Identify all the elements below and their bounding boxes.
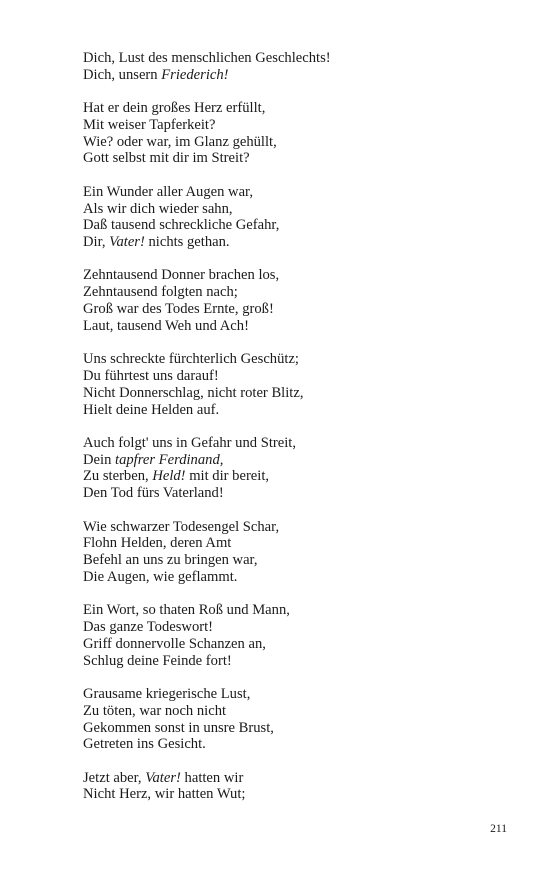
- stanza: [83, 519, 503, 586]
- verse-line: Nicht Herz, wir hatten Wut;: [83, 786, 246, 803]
- poem-text: [83, 50, 503, 820]
- verse-line: Mit weiser Tapferkeit?: [83, 116, 216, 133]
- verse-line: Getreten ins Gesicht.: [83, 736, 206, 753]
- verse-line: Den Tod fürs Vaterland!: [83, 485, 224, 502]
- verse-line: Uns schreckte fürchterlich Geschütz;: [83, 351, 299, 368]
- stanza: [83, 100, 503, 167]
- verse-line: Zehntausend Donner brachen los,: [83, 267, 280, 284]
- stanza: [83, 267, 503, 334]
- stanza: [83, 686, 503, 753]
- stanza: [83, 770, 503, 804]
- verse-line: Dein tapfrer Ferdinand,: [83, 451, 224, 468]
- verse-line: Gott selbst mit dir im Streit?: [83, 150, 250, 167]
- emphasized-text: tapfrer Ferdinand,: [115, 451, 224, 468]
- verse-line: Das ganze Todeswort!: [83, 619, 214, 636]
- verse-line: Griff donnervolle Schanzen an,: [83, 635, 266, 652]
- verse-line: Wie? oder war, im Glanz gehüllt,: [83, 133, 277, 150]
- verse-line: Dir, Vater! nichts gethan.: [83, 234, 230, 251]
- verse-line: Zehntausend folgten nach;: [83, 284, 238, 301]
- verse-line: Daß tausend schreckliche Gefahr,: [83, 217, 280, 234]
- emphasized-text: Vater!: [109, 234, 145, 251]
- stanza: [83, 351, 503, 418]
- verse-line: Befehl an uns zu bringen war,: [83, 552, 258, 569]
- verse-line: Auch folgt' uns in Gefahr und Streit,: [83, 434, 296, 451]
- verse-line: Hielt deine Helden auf.: [83, 401, 220, 418]
- emphasized-text: Friederich!: [161, 66, 229, 83]
- verse-line: Nicht Donnerschlag, nicht roter Blitz,: [83, 384, 304, 401]
- verse-line: Zu töten, war noch nicht: [83, 702, 227, 719]
- verse-line: Zu sterben, Held! mit dir bereit,: [83, 468, 270, 485]
- verse-line: Schlug deine Feinde fort!: [83, 652, 232, 669]
- stanza: [83, 50, 503, 84]
- verse-line: Die Augen, wie geflammt.: [83, 568, 238, 585]
- stanza: [83, 602, 503, 669]
- verse-line: Ein Wort, so thaten Roß und Mann,: [83, 602, 290, 619]
- verse-line: Flohn Helden, deren Amt: [83, 535, 232, 552]
- verse-line: Grausame kriegerische Lust,: [83, 685, 251, 702]
- verse-line: Du führtest uns darauf!: [83, 367, 219, 384]
- stanza: [83, 184, 503, 251]
- verse-line: Laut, tausend Weh und Ach!: [83, 317, 249, 334]
- verse-line: Dich, unsern Friederich!: [83, 66, 229, 83]
- verse-line: Jetzt aber, Vater! hatten wir: [83, 769, 244, 786]
- verse-line: Groß war des Todes Ernte, groß!: [83, 301, 274, 318]
- page-number: 211: [490, 823, 507, 835]
- verse-line: Ein Wunder aller Augen war,: [83, 183, 253, 200]
- emphasized-text: Vater!: [145, 769, 181, 786]
- verse-line: Wie schwarzer Todesengel Schar,: [83, 518, 280, 535]
- verse-line: Hat er dein großes Herz erfüllt,: [83, 100, 266, 117]
- verse-line: Dich, Lust des menschlichen Geschlechts!: [83, 50, 331, 66]
- emphasized-text: Held!: [152, 468, 186, 485]
- stanza: [83, 435, 503, 502]
- verse-line: Als wir dich wieder sahn,: [83, 200, 233, 217]
- verse-line: Gekommen sonst in unsre Brust,: [83, 719, 274, 736]
